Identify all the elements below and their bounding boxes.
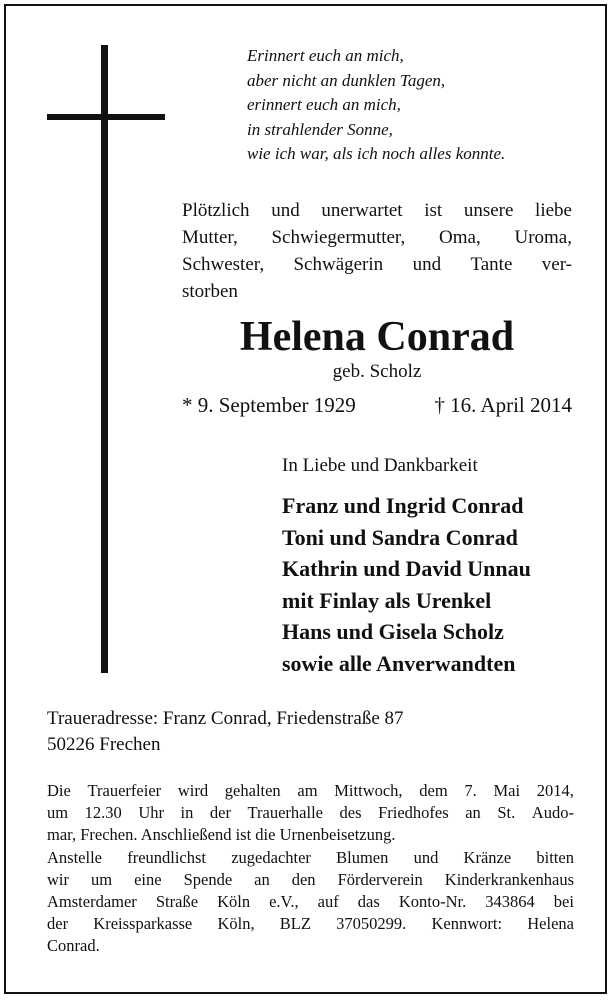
info-word: Köln, bbox=[217, 914, 255, 934]
intro-word: und bbox=[271, 200, 300, 221]
poem-line: Erinnert euch an mich, bbox=[247, 46, 404, 65]
info-word: bei bbox=[553, 892, 574, 912]
info-word: an bbox=[254, 869, 270, 889]
poem-line: wie ich war, als ich noch alles konnte. bbox=[247, 144, 506, 163]
intro-word: und bbox=[412, 254, 442, 275]
intro-word: ver- bbox=[541, 254, 572, 275]
info-word: 12.30 bbox=[84, 803, 122, 823]
info-word: der bbox=[47, 914, 69, 934]
intro-word: Mutter, bbox=[182, 227, 238, 248]
info-word: und bbox=[413, 847, 439, 867]
info-word: Amsterdamer bbox=[47, 892, 137, 912]
info-word: am bbox=[297, 781, 318, 800]
info-word: der bbox=[209, 803, 231, 823]
birth-name: geb. Scholz bbox=[332, 361, 422, 382]
cross-horizontal-bar bbox=[47, 114, 165, 120]
address-line: 50226 Frechen bbox=[47, 734, 161, 755]
info-word: gehalten bbox=[224, 781, 281, 800]
info-word: Kennwort: bbox=[431, 914, 503, 934]
life-dates bbox=[182, 391, 572, 419]
info-word: um bbox=[91, 869, 113, 889]
info-word: wir bbox=[47, 869, 69, 889]
info-word: 2014, bbox=[536, 781, 574, 800]
info-word: Audo- bbox=[531, 803, 574, 823]
info-line bbox=[47, 869, 574, 891]
info-line bbox=[47, 891, 574, 913]
death-date: † 16. April 2014 bbox=[434, 393, 572, 417]
intro-text bbox=[182, 197, 572, 305]
cross-vertical-bar bbox=[101, 45, 108, 673]
intro-line bbox=[182, 197, 572, 224]
intro-word: unsere bbox=[463, 200, 514, 221]
info-word: wird bbox=[177, 781, 209, 800]
info-word: in bbox=[180, 803, 194, 823]
intro-word: liebe bbox=[535, 200, 572, 221]
intro-word: unerwartet bbox=[321, 200, 403, 221]
info-word: eine bbox=[134, 869, 162, 889]
info-line bbox=[47, 935, 574, 957]
info-word: den bbox=[291, 869, 316, 889]
poem-line: erinnert euch an mich, bbox=[247, 95, 401, 114]
info-word: Spende bbox=[183, 869, 233, 889]
info-word: zugedachter bbox=[231, 847, 311, 867]
info-word: Mai bbox=[493, 781, 521, 800]
info-word: das bbox=[357, 892, 380, 912]
intro-word: Schwester, bbox=[182, 254, 265, 275]
info-word: Die bbox=[47, 781, 71, 800]
poem-line: aber nicht an dunklen Tagen, bbox=[247, 70, 446, 90]
intro-word: Schwägerin bbox=[293, 254, 384, 275]
info-word: Anstelle bbox=[47, 847, 102, 867]
family-member: Franz und Ingrid Conrad bbox=[282, 493, 524, 518]
intro-word: Plötzlich bbox=[182, 200, 250, 221]
poem bbox=[247, 44, 587, 167]
info-word: e.V., bbox=[269, 892, 299, 912]
intro-line bbox=[182, 251, 572, 278]
info-word: Mittwoch, bbox=[334, 781, 403, 800]
info-line bbox=[47, 802, 574, 824]
service-info bbox=[47, 780, 574, 958]
birth-date: * 9. September 1929 bbox=[182, 393, 356, 417]
info-word: Straße bbox=[155, 892, 199, 912]
info-word: bitten bbox=[536, 847, 574, 867]
info-word: Köln bbox=[217, 892, 251, 912]
info-word: Trauerfeier bbox=[87, 781, 162, 800]
info-word: dem bbox=[419, 781, 448, 800]
info-word: freundlichst bbox=[127, 847, 207, 867]
info-word: Trauerhalle bbox=[247, 803, 323, 823]
info-word: mar, Frechen. Anschließend ist die Urnenbeisetzung. bbox=[47, 825, 396, 845]
intro-word: ist bbox=[424, 200, 443, 221]
info-word: Kränze bbox=[463, 847, 512, 867]
intro-word: Uroma, bbox=[514, 227, 572, 248]
info-word: 343864 bbox=[485, 892, 535, 912]
info-word: BLZ bbox=[279, 914, 311, 934]
intro-line bbox=[182, 278, 572, 305]
intro-word: Schwiegermutter, bbox=[271, 227, 406, 248]
info-word: Kreissparkasse bbox=[93, 914, 193, 934]
address-line: Traueradresse: Franz Conrad, Friedenstraße 87 bbox=[47, 708, 404, 729]
family-member: Hans und Gisela Scholz bbox=[282, 619, 504, 644]
intro-word: storben bbox=[182, 281, 238, 302]
info-line bbox=[47, 780, 574, 802]
info-word: auf bbox=[317, 892, 339, 912]
info-word: 37050299. bbox=[336, 914, 407, 934]
info-word: Conrad. bbox=[47, 936, 100, 956]
family-member: sowie alle Anverwandten bbox=[282, 650, 516, 676]
info-line bbox=[47, 913, 574, 935]
greeting: In Liebe und Dankbarkeit bbox=[282, 455, 478, 476]
info-word: St. bbox=[497, 803, 516, 823]
info-word: Kinderkrankenhaus bbox=[444, 869, 574, 889]
info-line bbox=[47, 824, 574, 846]
info-line bbox=[47, 847, 574, 869]
info-word: 7. bbox=[464, 781, 477, 800]
info-word: Helena bbox=[527, 914, 574, 934]
intro-line bbox=[182, 224, 572, 251]
intro-word: Tante bbox=[470, 254, 513, 275]
family-member: Toni und Sandra Conrad bbox=[282, 524, 518, 550]
poem-line: in strahlender Sonne, bbox=[247, 119, 393, 139]
intro-word: Oma, bbox=[439, 227, 481, 248]
info-word: Uhr bbox=[138, 803, 164, 823]
family-member: mit Finlay als Urenkel bbox=[282, 587, 492, 613]
family-list bbox=[282, 490, 531, 679]
info-word: Konto-Nr. bbox=[398, 892, 467, 912]
info-word: Förderverein bbox=[337, 869, 423, 889]
family-member: Kathrin und David Unnau bbox=[282, 556, 531, 581]
info-word: des bbox=[339, 803, 362, 823]
deceased-name: Helena Conrad bbox=[239, 314, 515, 360]
info-word: um bbox=[47, 803, 69, 823]
info-word: an bbox=[465, 803, 481, 823]
info-word: Friedhofes bbox=[378, 803, 449, 823]
info-word: Blumen bbox=[336, 847, 389, 867]
mourning-address bbox=[47, 706, 404, 758]
